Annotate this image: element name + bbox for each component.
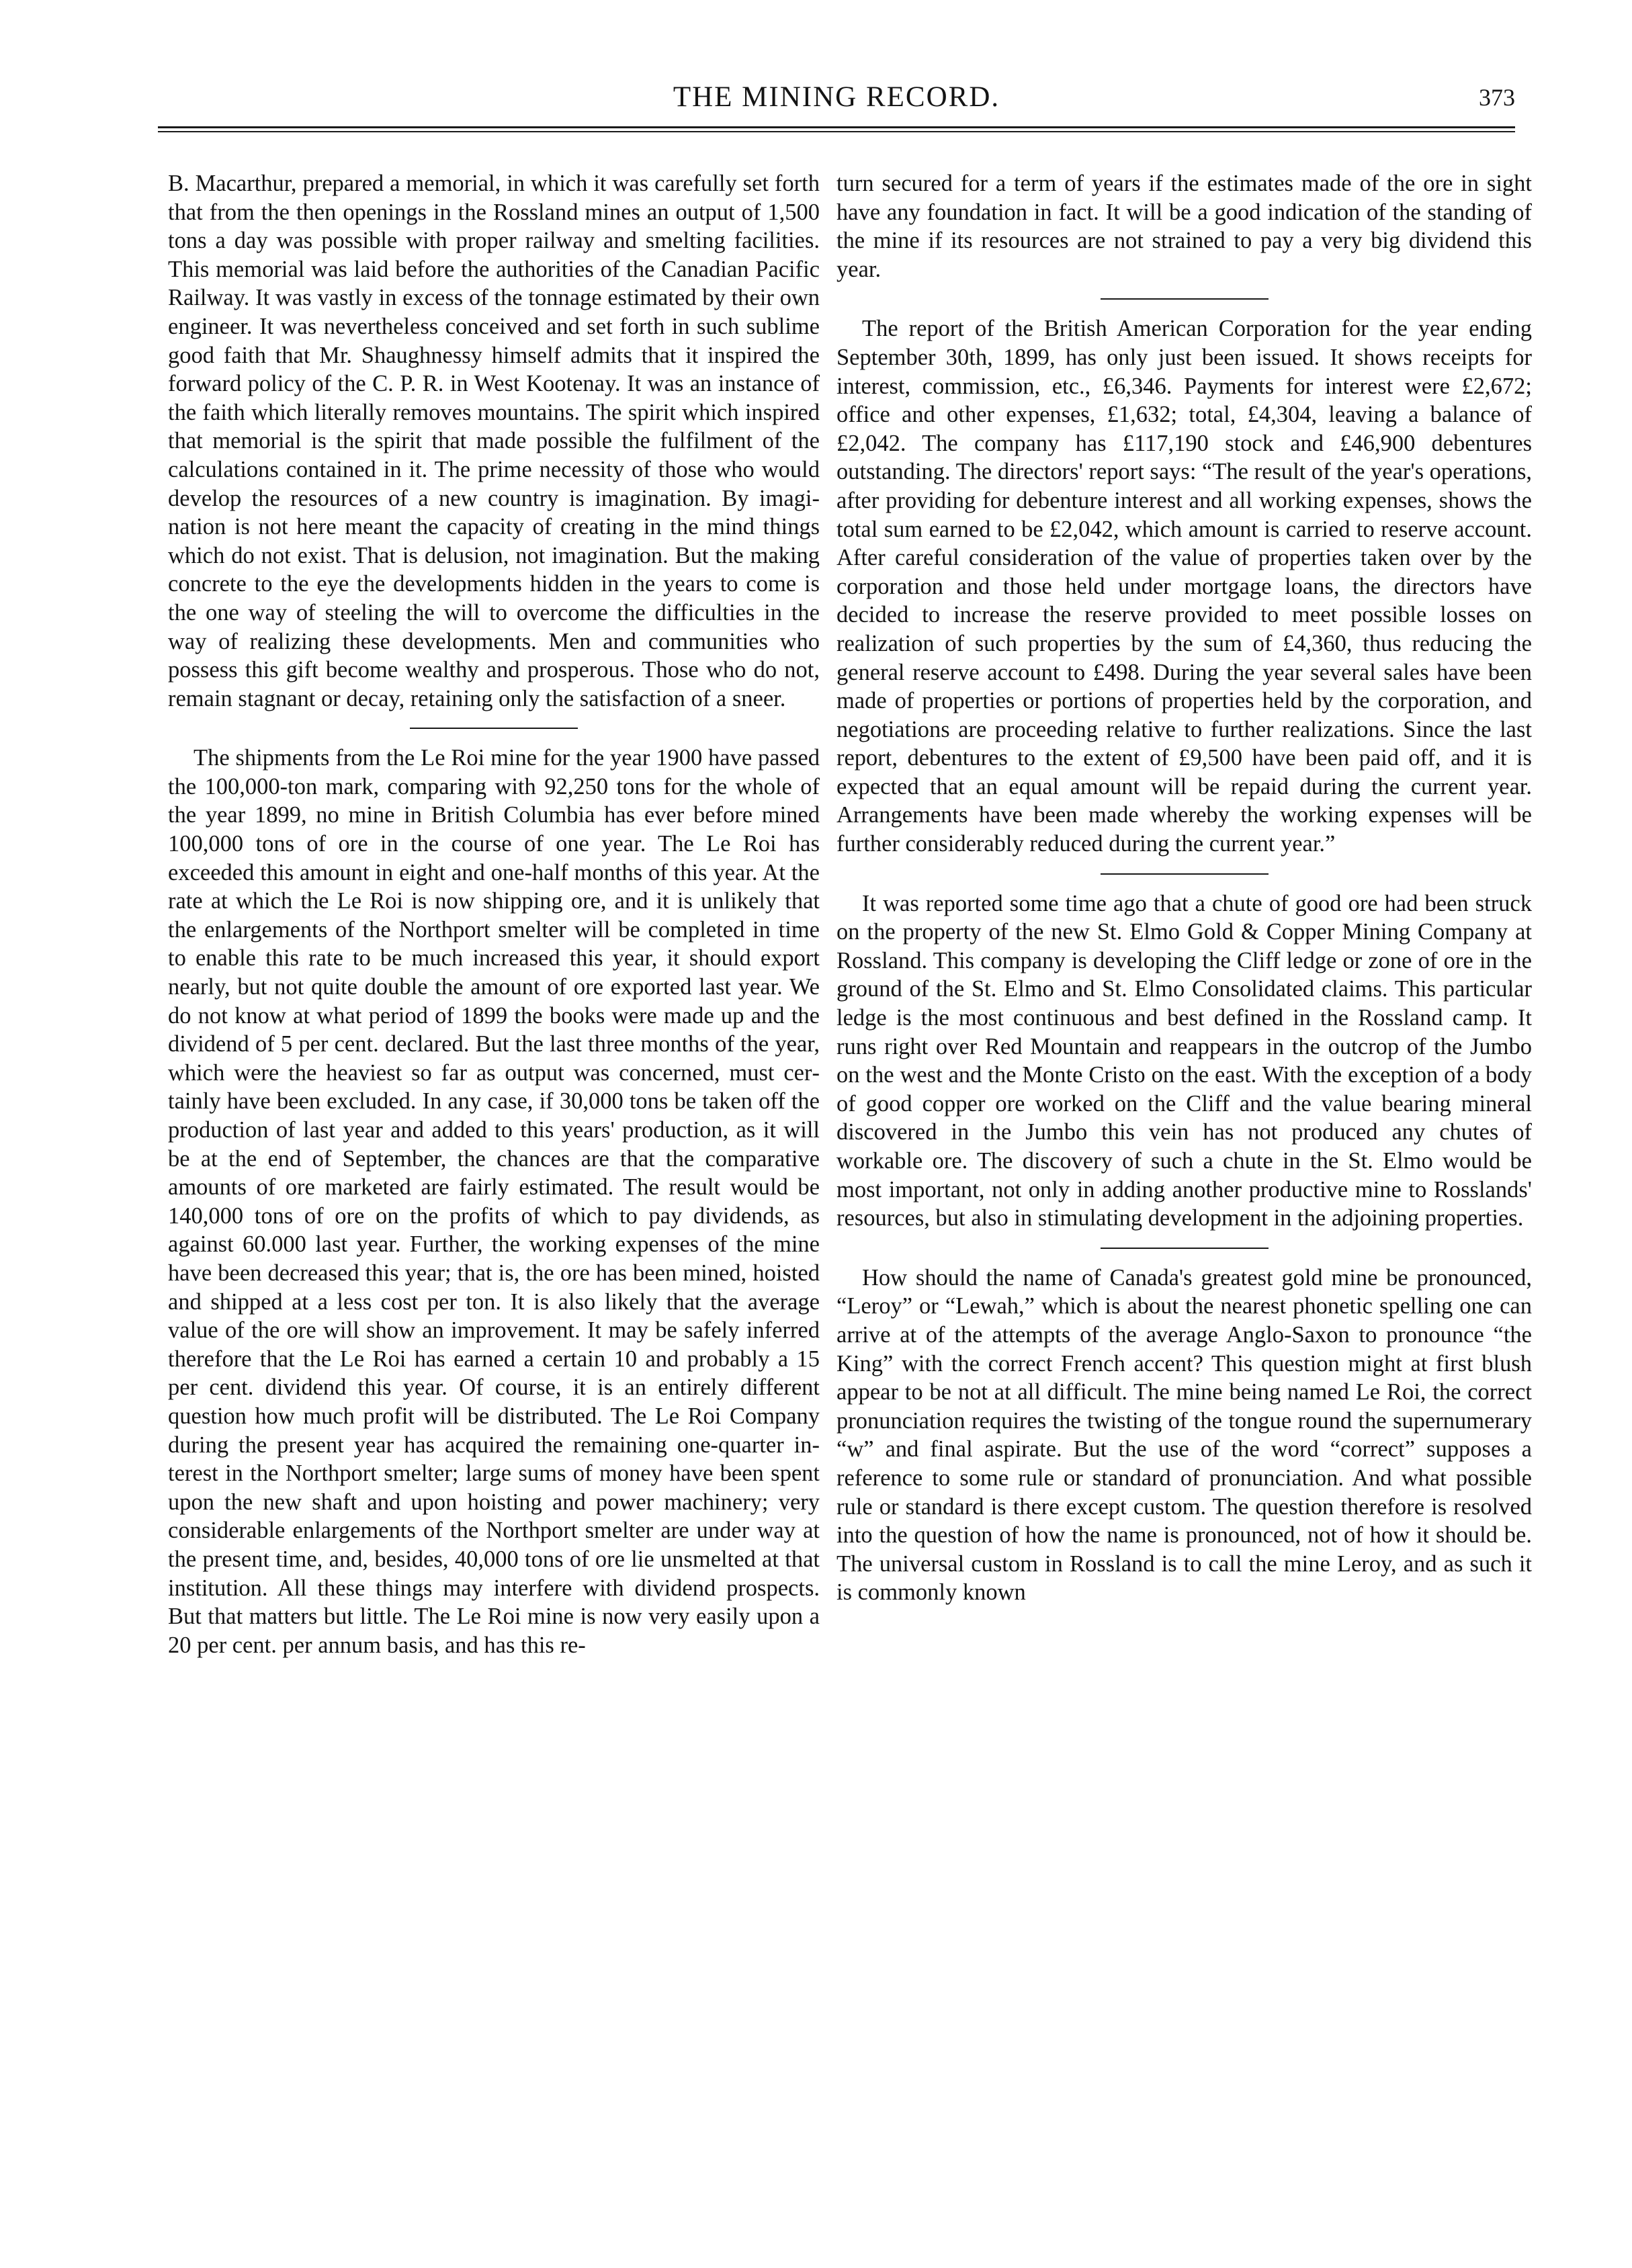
section-divider — [1101, 1248, 1269, 1249]
paragraph-le-roi-shipments: The shipments from the Le Roi mine for the year 1900 have passed the 100,000-ton mark, comparing with 92,250 tons for the whole of the year 1899, no mine in British Columbia has ever before mined 100,000 tons of ore in the course of one year. The Le Roi has exceeded this amount in eight and one-half months of this year. At the rate at which the Le Roi is now shipping ore, and it is unlikely that the enlargements of the Northport smelter will be completed in time to enable this rate to be much increased this year, it should export nearly, but not quite double the amount of ore exported last year. We do not know at what period of 1899 the books were made up and the dividend of 5 per cent. declared. But the last three months of the year, which were the heaviest so far as output was concerned, must certainly have been excluded. In any case, if 30,000 tons be taken off the production of last year and added to this years' production, as it will be at the end of September, the chances are that the comparative amounts of ore marketed are fairly estimated. The result would be 140,000 tons of ore on the profits of which to pay dividends, as against 60.000 last year. Further, the working expenses of the mine have been decreased this year; that is, the ore has been mined, hoisted and shipped at a less cost per ton. It is also likely that the average value of the ore will show an improvement. It may be safely inferred therefore that the Le Roi has earned a certain 10 and probably a 15 per cent. dividend this year. Of course, it is an entirely different question how much profit will be distributed. The Le Roi Company during the present year has acquired the remaining one-quarter interest in the Northport smelter; large sums of money have been spent upon the new shaft and upon hoisting and power machinery; very considerable enlargements of the Northport smelter are under way at the present time, and, besides, 40,000 tons of ore lie unsmelted at that institution. All these things may interfere with dividend prospects. But that matters but little. The Le Roi mine is now very easily upon a 20 per cent. per annum basis, and has this re- — [168, 745, 820, 1658]
paragraph-memorial: B. Macarthur, prepared a memorial, in which it was carefully set forth that from the then openings in the Rossland mines an output of 1,500 tons a day was possible with proper railway and smelting facilities. This memorial was laid before the authorities of the Canadian Pacific Railway. It was vastly in excess of the tonnage estimated by their own engineer. It was nevertheless conceived and set forth in such sublime good faith that Mr. Shaughnessy himself admits that it inspired the forward policy of the C. P. R. in West Kootenay. It was an instance of the faith which literally removes mountains. The spirit which inspired that memorial is the spirit that made possible the fulfilment of the calculations contained in it. The prime necessity of those who would develop the resources of a new country is imagination. By imagination is not here meant the capacity of creating in the mind things which do not exist. That is delusion, not imagination. But the making concrete to the eye the developments hidden in the years to come is the one way of steeling the will to overcome the difficulties in the way of realizing these developments. Men and communities who possess this gift become wealthy and prosperous. Those who do not, remain stagnant or decay, retaining only the satisfaction of a sneer. — [168, 171, 820, 711]
paragraph-st-elmo: It was reported some time ago that a chute of good ore had been struck on the property of the new St. Elmo Gold & Copper Mining Company at Rossland. This company is developing the Cliff ledge or zone of ore in the ground of the St. Elmo and St. Elmo Consolidated claims. This particular ledge is the most continuous and best defined in the Rossland camp. It runs right over Red Mountain and reappears in the outcrop of the Jumbo on the west and the Monte Cristo on the east. With the exception of a body of good copper ore worked on the Cliff and the value bearing mineral discovered in the Jumbo this vein has not produced any chutes of workable ore. The discovery of such a chute in the St. Elmo would be most important, not only in adding another productive mine to Rosslands' resources, but also in stimulating development in the adjoining properties. — [836, 890, 1532, 1231]
page-number: 373 — [1479, 84, 1515, 111]
left-column — [168, 169, 820, 1659]
journal-title: THE MINING RECORD. — [673, 81, 1000, 113]
paragraph-pronunciation: How should the name of Canada's greatest gold mine be pronounced, “Leroy” or “Lewah,” which is about the nearest phonetic spelling one can arrive at of the attempts of the average Anglo-Saxon to pronounce “the King” with the correct French accent? This question might at first blush appear to be not at all difficult. The mine being named Le Roi, the correct pronunciation requires the twisting of the tongue round the supernumerary “w” and final aspirate. But the use of the word “correct” supposes a reference to some rule or standard of pronunciation. And what possible rule or standard is there except custom. The question therefore is resolved into the question of how the name is pronounced, not of how it should be. The universal custom in Rossland is to call the mine Leroy, and as such it is commonly known — [836, 1264, 1532, 1606]
right-column — [836, 169, 1532, 1607]
paragraph-british-american-report: The report of the British American Corporation for the year ending September 30th, 1899, has only just been issued. It shows receipts for interest, commission, etc., £6,346. Payments for interest were £2,672; office and other expenses, £1,632; total, £4,304, leaving a balance of £2,042. The company has £117,190 stock and £46,900 debentures outstanding. The directors' report says: “The result of the year's operations, after providing for debenture interest and all working expenses, shows the total sum earned to be £2,042, which amount is carried to reserve account. After careful consideration of the value of properties taken over by the corporation and those held under mortgage loans, the directors have decided to increase the reserve provided to meet possible losses on realization of such properties by the sum of £4,360, thus reducing the general reserve account to £498. During the year several sales have been made of properties or portions of properties held by the corporation, and negotiations are proceeding relative to further realizations. Since the last report, debentures to the extent of £9,500 have been paid off, and it is expected that an equal amount will be repaid during the current year. Arrangements have been made whereby the working expenses will be further considerably reduced during the current year.” — [836, 316, 1532, 857]
section-divider — [1101, 298, 1269, 300]
paragraph-le-roi-continued: turn secured for a term of years if the estimates made of the ore in sight have any foundation in fact. It will be a good indication of the standing of the mine if its resources are not strained to pay a very big dividend this year. — [836, 171, 1532, 282]
running-header — [158, 81, 1515, 128]
section-divider — [410, 728, 578, 729]
header-rule — [158, 126, 1515, 132]
section-divider — [1101, 873, 1269, 875]
